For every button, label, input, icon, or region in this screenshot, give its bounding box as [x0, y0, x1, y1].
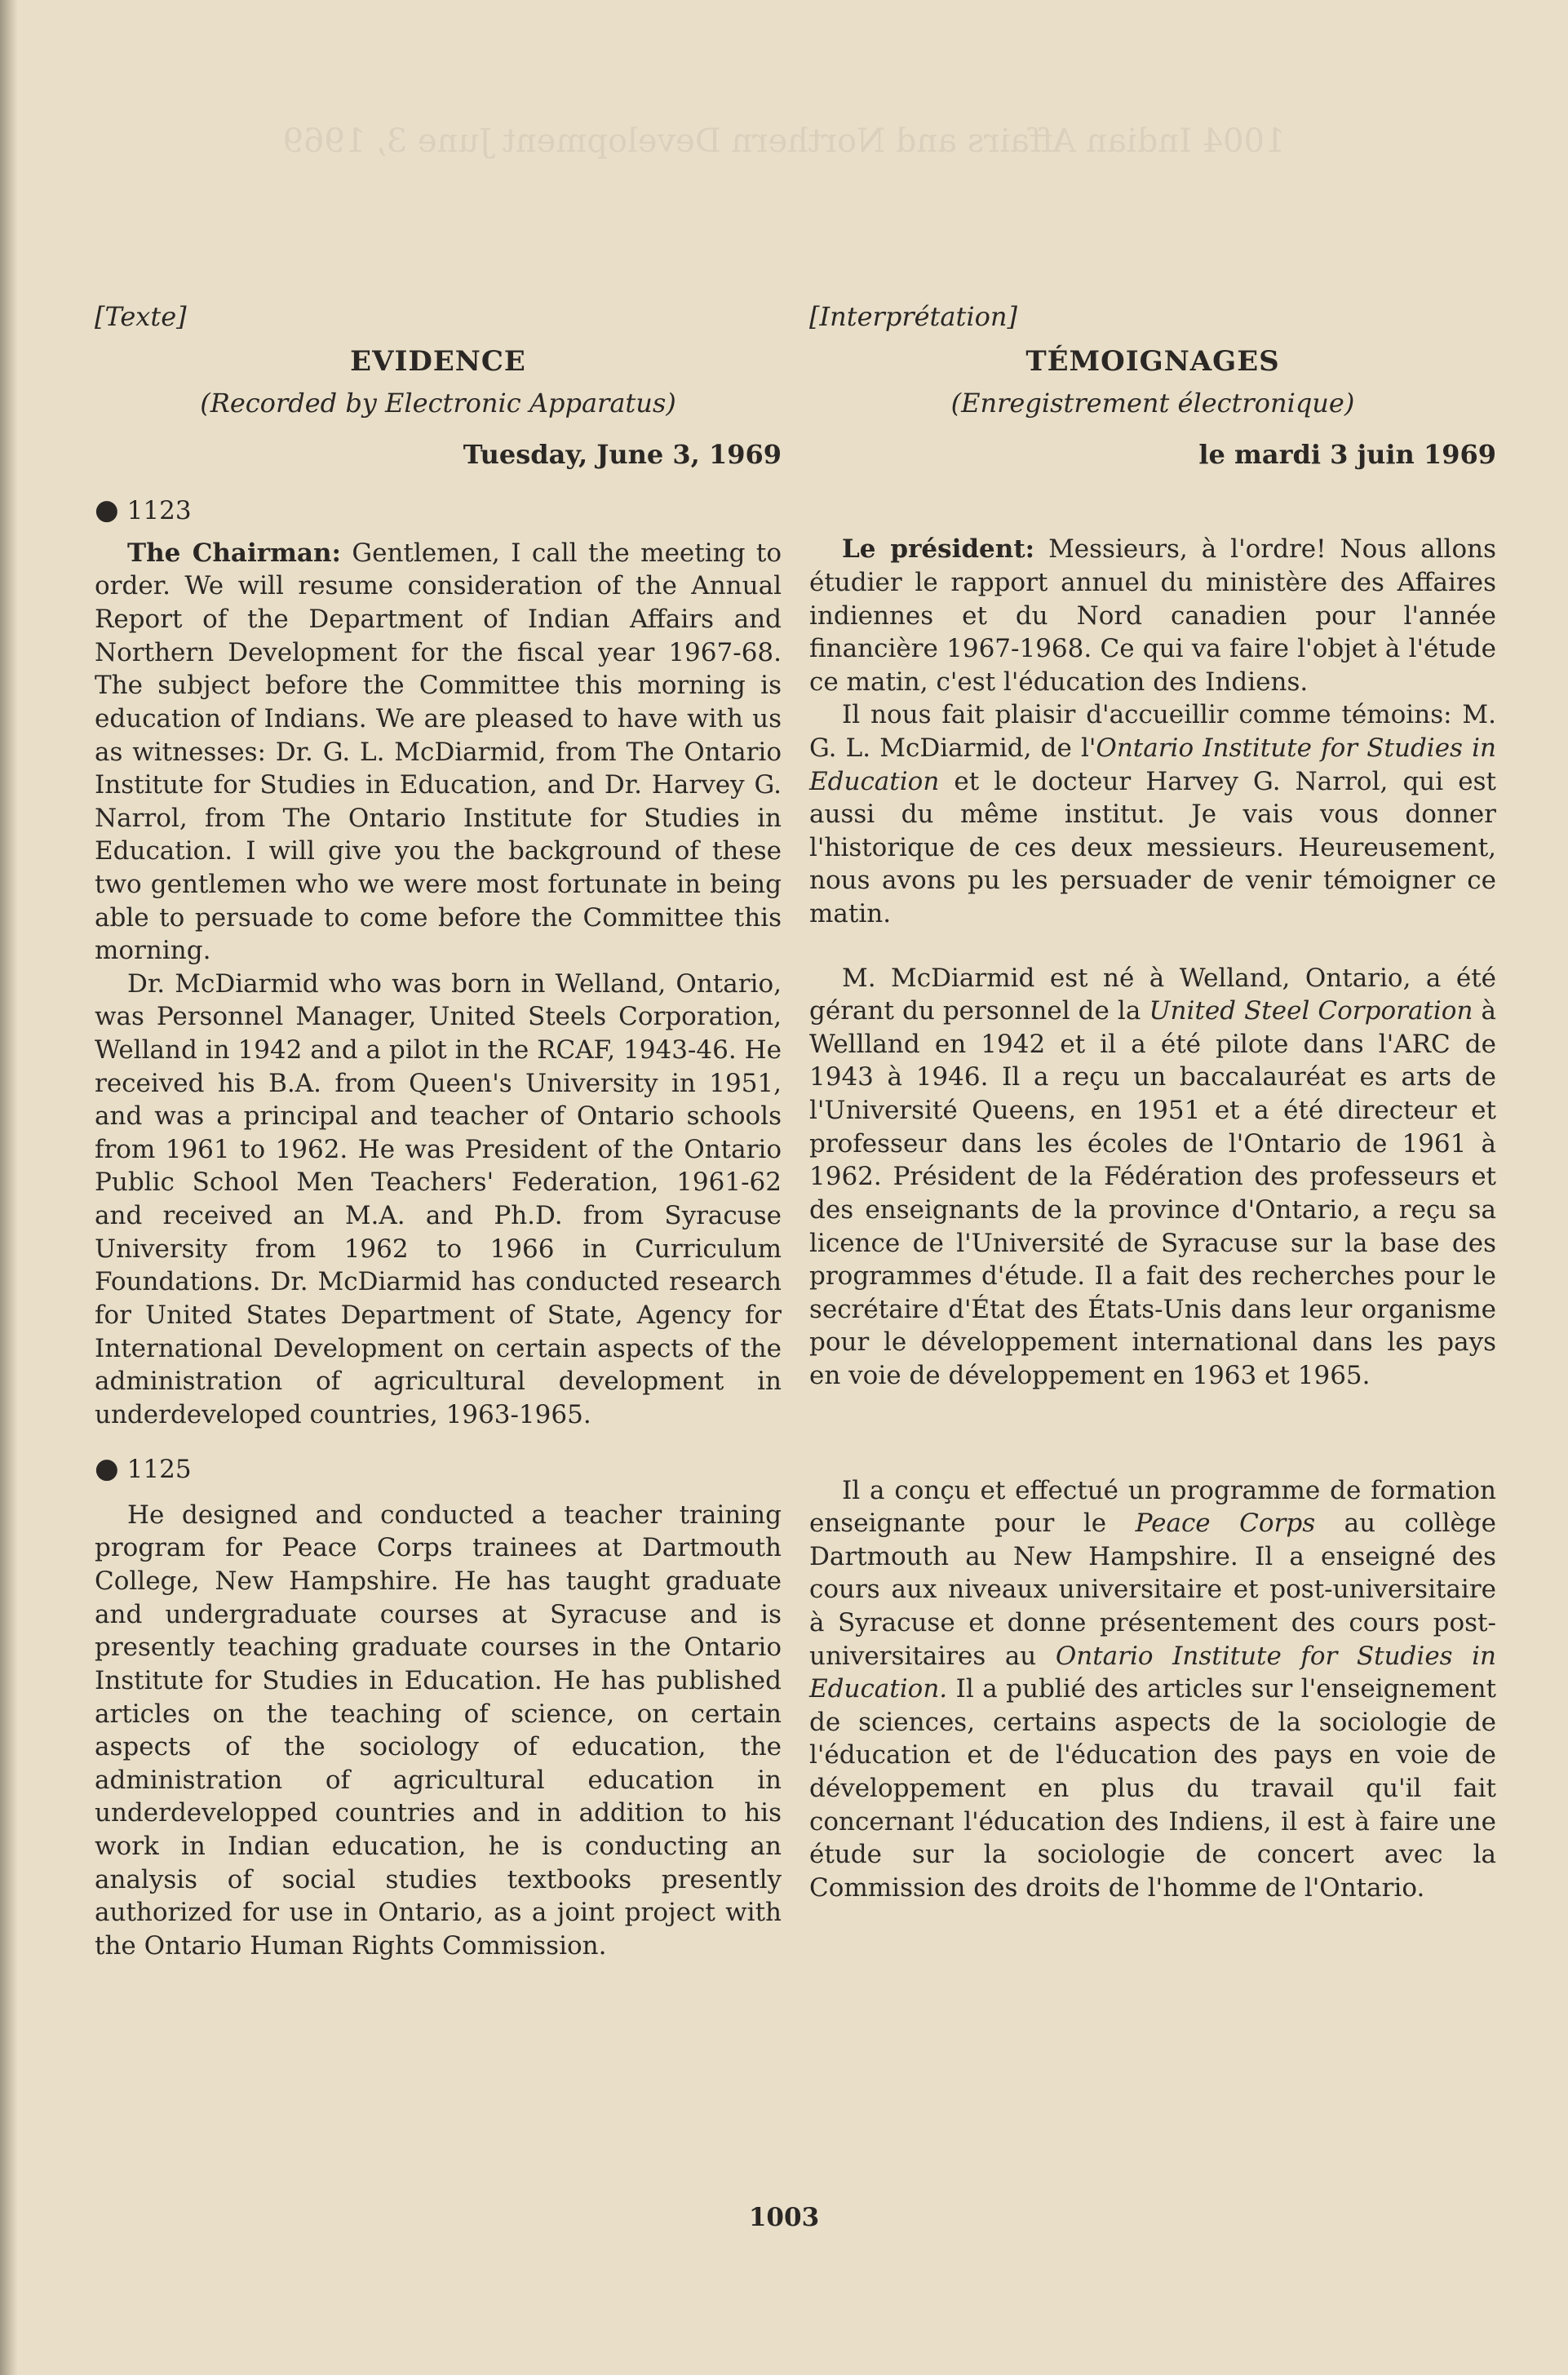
biography-paragraph: Dr. McDiarmid who was born in Welland, Ontario, was Personnel Manager, United Steels Corporation, Welland in 1942 and a pilot in the RCAF, 1943-46. He received his B.A. from Queen's University in 1951, and was a principal and teacher of Ontario schools from 1961 to 1962. He was President of the Ontario Public School Men Teachers' Federation, 1961-62 and received an M.A. and Ph.D. from Syracuse University from 1962 to 1966 in Curriculum Foundations. Dr. McDiarmid has conducted research for United States Department of State, Agency for International Development on certain aspects of the administration of agricultural development in underdeveloped countries, 1963-1965. [95, 968, 782, 1429]
speaker-label: The Chairman: [127, 538, 341, 568]
temoignages-heading: TÉMOIGNAGES [1025, 345, 1280, 378]
biography-paragraph-fr: M. McDiarmid est né à Welland, Ontario, a été gérant du personnel de la United Steel Corporation à Wellland en 1942 et il a été pilote dans l'ARC de 1943 à 1946. Il a reçu un baccalauréat es arts de l'Université Queens, en 1951 et a été directeur et professeur dans les écoles de l'Ontario de 1961 à 1962. Président de la Fédération des professeurs et des enseignants de la province d'Ontario, a reçu sa licence de l'Université de Syracuse sur la base des programmes d'étude. Il a fait des recherches pour le secrétaire d'État des États-Unis dans leur organisme pour le développement international dans les pays en voie de développement en 1963 et 1965. [809, 963, 1496, 1390]
evidence-heading: EVIDENCE [350, 345, 526, 378]
time-marker: ● 1123 [95, 494, 192, 527]
chairman-paragraph: The Chairman: Gentlemen, I call the meeting to order. We will resume consideration of the Annual Report of the Department of Indian Affairs and Northern Development for the fiscal year 1967-68. The subject before the Committee this morning is education of Indians. We are pleased to have with us as witnesses: Dr. G. L. McDiarmid, from The Ontario Institute for Studies in Education, and Dr. Harvey G. Narrol, from The Ontario Institute for Studies in Education. I will give you the background of these two gentlemen who we were most fortunate in being able to persuade to come before the Committee this morning. [95, 538, 782, 966]
english-column [95, 300, 782, 1962]
text-tag: [Texte] [95, 301, 187, 332]
witnesses-paragraph-fr: Il nous fait plaisir d'accueillir comme témoins: M. G. L. McDiarmid, de l'Ontario Institute for Studies in Education et le docteur Harvey G. Narrol, qui est aussi du même institut. Je vais vous donner l'historique de ces deux messieurs. Heureusement, nous avons pu les persuader de venir témoigner ce matin. [809, 700, 1496, 929]
page-edge [0, 0, 18, 2375]
bullet-icon: ● [95, 494, 119, 527]
interpretation-tag: [Interprétation] [809, 301, 1017, 332]
career-paragraph-fr: Il a conçu et effectué un programme de formation enseignante pour le Peace Corps au collège Dartmouth au New Hampshire. Il a enseigné des cours aux niveaux universitaire et post-universitaire à Syracuse et donne présentement des cours post-universitaires au Ontario Institute for Studies in Education. Il a publié des articles sur l'enseignement de sciences, certains aspects de la sociologie de l'éducation et de l'éducation des pays en voie de développement en plus du travail qu'il fait concernant l'éducation des Indiens, il est à faire une étude sur la sociologie de concert avec la Commission des droits de l'homme de l'Ontario. [809, 1475, 1497, 1903]
date-line-fr: le mardi 3 juin 1969 [1198, 439, 1496, 471]
french-column [809, 300, 1496, 1905]
time-marker: ● 1125 [95, 1452, 192, 1486]
recorded-subtitle: (Recorded by Electronic Apparatus) [200, 387, 676, 419]
president-paragraph: Le président: Messieurs, à l'ordre! Nous allons étudier le rapport annuel du ministère des Affaires indiennes et du Nord canadien pour l'année financière 1967-1968. Ce qui va faire l'objet à l'étude ce matin, c'est l'éducation des Indiens. [809, 534, 1496, 697]
enregistrement-subtitle: (Enregistrement électronique) [950, 387, 1355, 419]
page-number: 1003 [748, 2203, 820, 2232]
bleed-through-header: 1004 Indian Affairs and Northern Development June 3, 1969 [282, 122, 1286, 160]
career-paragraph: He designed and conducted a teacher training program for Peace Corps trainees at Dartmouth College, New Hampshire. He has taught graduate and undergraduate courses at Syracuse and is presently teaching graduate courses in the Ontario Institute for Studies in Education. He has published articles on the teaching of science, on certain aspects of the sociology of education, the administration of agricultural education in underdevelopped countries and in addition to his work in Indian education, he is conducting an analysis of social studies textbooks presently authorized for use in Ontario, as a joint project with the Ontario Human Rights Commission. [95, 1500, 782, 1961]
date-line: Tuesday, June 3, 1969 [463, 439, 782, 471]
bullet-icon: ● [95, 1452, 119, 1486]
speaker-label-fr: Le président: [842, 534, 1035, 565]
